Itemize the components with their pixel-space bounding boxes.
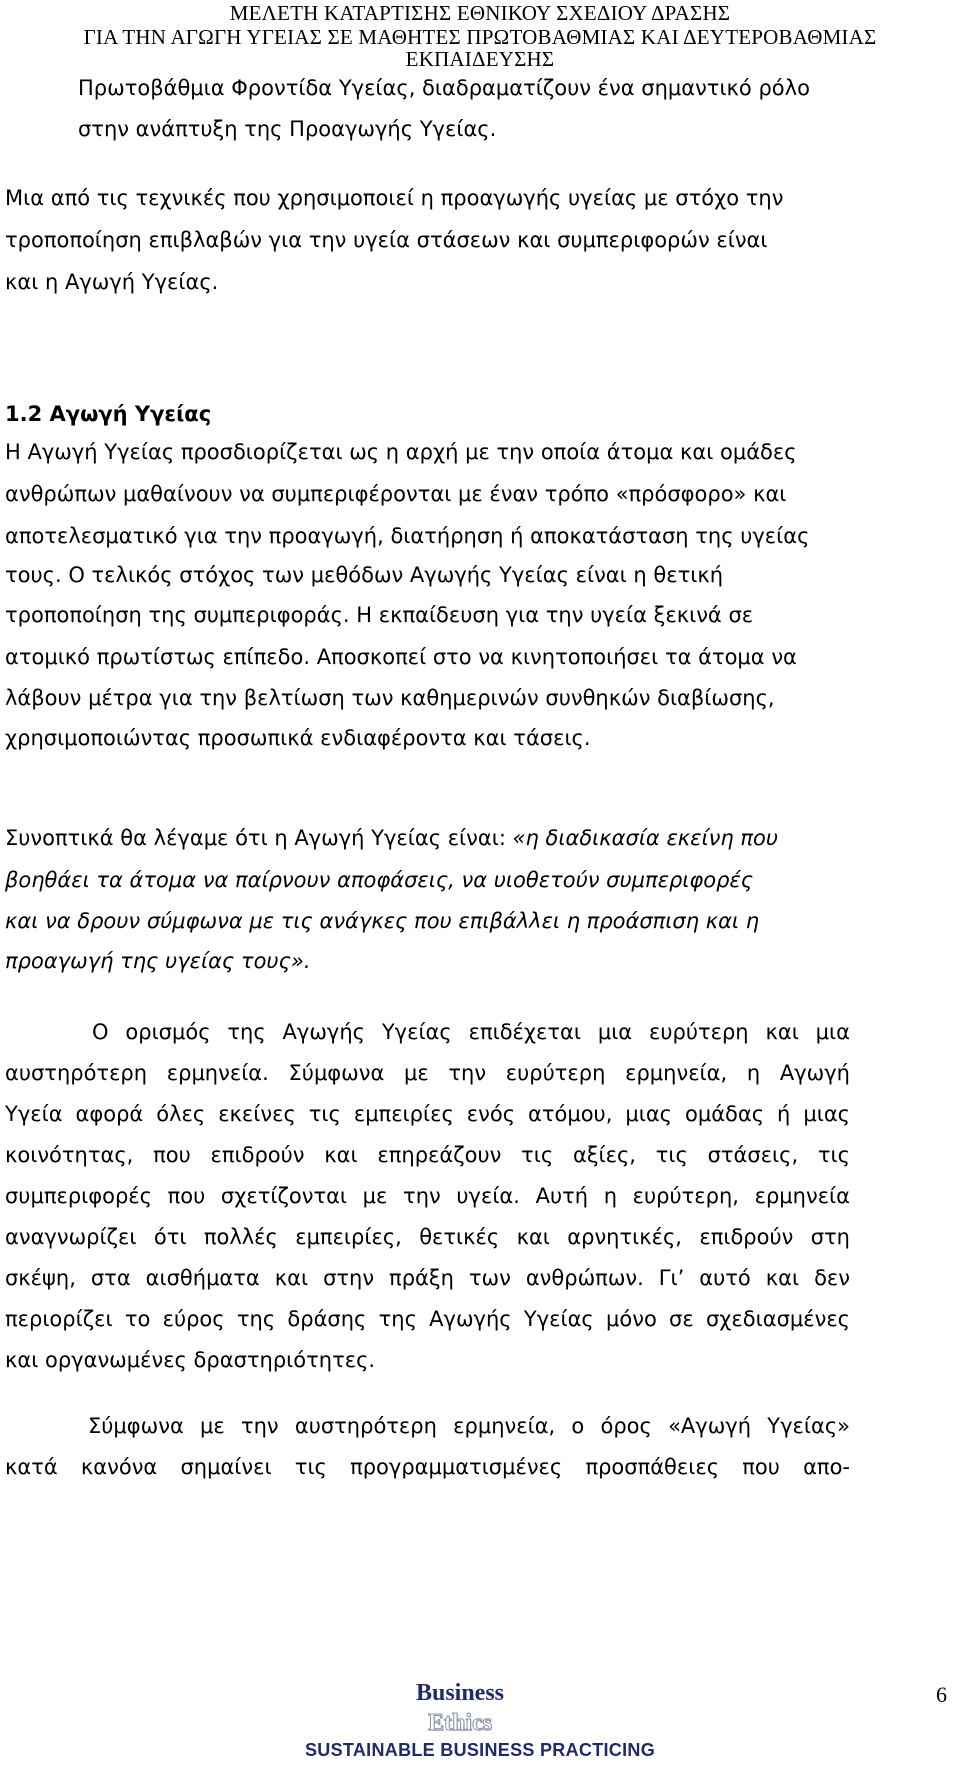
paragraph-line: Υγεία αφορά όλες εκείνες τις εμπειρίες ενός ατόμου, μιας ομάδας ή μιας [5, 1102, 850, 1126]
definition-quote: «η διαδικασία εκείνη που [512, 826, 778, 850]
running-header-line1: ΜΕΛΕΤΗ ΚΑΤΑΡΤΙΣΗΣ ΕΘΝΙΚΟΥ ΣΧΕΔΙΟΥ ΔΡΑΣΗΣ [229, 1, 731, 25]
footer-logo-business: Business [415, 1680, 505, 1706]
paragraph-line: Η Αγωγή Υγείας προσδιορίζεται ως η αρχή με την οποία άτομα και ομάδες [5, 440, 797, 464]
paragraph-line: αποτελεσματικό για την προαγωγή, διατήρηση ή αποκατάσταση της υγείας [5, 524, 810, 548]
paragraph-line: κατά κανόνα σημαίνει τις προγραμματισμένες προσπάθειες που απο- [5, 1455, 850, 1479]
paragraph-line: ανθρώπων μαθαίνουν να συμπεριφέρονται με έναν τρόπο «πρόσφορο» και [5, 482, 787, 506]
footer-tagline: SUSTAINABLE BUSINESS PRACTICING [305, 1740, 655, 1760]
paragraph-line: σκέψη, στα αισθήματα και στην πράξη των ανθρώπων. Γι’ αυτό και δεν [5, 1266, 850, 1290]
paragraph-line: τροποποίηση επιβλαβών για την υγεία στάσεων και συμπεριφορών είναι [5, 228, 768, 252]
paragraph-line: αυστηρότερη ερμηνεία. Σύμφωνα με την ευρύτερη ερμηνεία, η Αγωγή [5, 1061, 850, 1085]
paragraph-line: χρησιμοποιώντας προσωπικά ενδιαφέροντα και τάσεις. [5, 726, 591, 750]
paragraph-line: στην ανάπτυξη της Προαγωγής Υγείας. [78, 117, 497, 141]
page-number: 6 [936, 1682, 947, 1707]
definition-quote-line: βοηθάει τα άτομα να παίρνουν αποφάσεις, να υιοθετούν συμπεριφορές [5, 868, 754, 892]
paragraph-line: κοινότητας, που επιδρούν και επηρεάζουν τις αξίες, τις στάσεις, τις [5, 1143, 850, 1167]
paragraph-line [5, 826, 778, 850]
paragraph-line: τροποποίηση της συμπεριφοράς. Η εκπαίδευση για την υγεία ξεκινά σε [5, 603, 754, 627]
paragraph-line: Σύμφωνα με την αυστηρότερη ερμηνεία, ο όρος «Αγωγή Υγείας» [88, 1414, 850, 1438]
paragraph-line: και η Αγωγή Υγείας. [5, 270, 219, 294]
paragraph-line: λάβουν μέτρα για την βελτίωση των καθημερινών συνθηκών διαβίωσης, [5, 686, 775, 710]
paragraph-line: και οργανωμένες δραστηριότητες. [5, 1348, 376, 1372]
summary-intro: Συνοπτικά θα λέγαμε ότι η Αγωγή Υγείας είναι: [5, 826, 513, 850]
running-header-line2: ΓΙΑ ΤΗΝ ΑΓΩΓΗ ΥΓΕΙΑΣ ΣΕ ΜΑΘΗΤΕΣ ΠΡΩΤΟΒΑΘΜΙΑΣ ΚΑΙ ΔΕΥΤΕΡΟΒΑΘΜΙΑΣ [83, 25, 877, 49]
paragraph-line: Ο ορισμός της Αγωγής Υγείας επιδέχεται μια ευρύτερη και μια [92, 1020, 850, 1044]
paragraph-line: Μια από τις τεχνικές που χρησιμοποιεί η προαγωγής υγείας με στόχο την [5, 186, 784, 210]
definition-quote-line: και να δρουν σύμφωνα με τις ανάγκες που επιβάλλει η προάσπιση και η [5, 909, 760, 933]
paragraph-line: τους. Ο τελικός στόχος των μεθόδων Αγωγής Υγείας είναι η θετική [5, 563, 724, 587]
paragraph-line: ατομικό πρωτίστως επίπεδο. Αποσκοπεί στο να κινητοποιήσει τα άτομα να [5, 645, 797, 669]
paragraph-line: συμπεριφορές που σχετίζονται με την υγεία. Αυτή η ευρύτερη, ερμηνεία [5, 1184, 850, 1208]
paragraph-line: Πρωτοβάθμια Φροντίδα Υγείας, διαδραματίζουν ένα σημαντικό ρόλο [78, 76, 810, 100]
paragraph-line: αναγνωρίζει ότι πολλές εμπειρίες, θετικές και αρνητικές, επιδρούν στη [5, 1225, 850, 1249]
running-header-line3: ΕΚΠΑΙΔΕΥΣΗΣ [405, 47, 555, 71]
section-heading: 1.2 Αγωγή Υγείας [5, 402, 212, 426]
footer-logo-ethics: Ethics [427, 1710, 492, 1736]
definition-quote-line: προαγωγή της υγείας τους». [5, 949, 311, 973]
paragraph-line: περιορίζει το εύρος της δράσης της Αγωγής Υγείας μόνο σε σχεδιασμένες [5, 1307, 850, 1331]
